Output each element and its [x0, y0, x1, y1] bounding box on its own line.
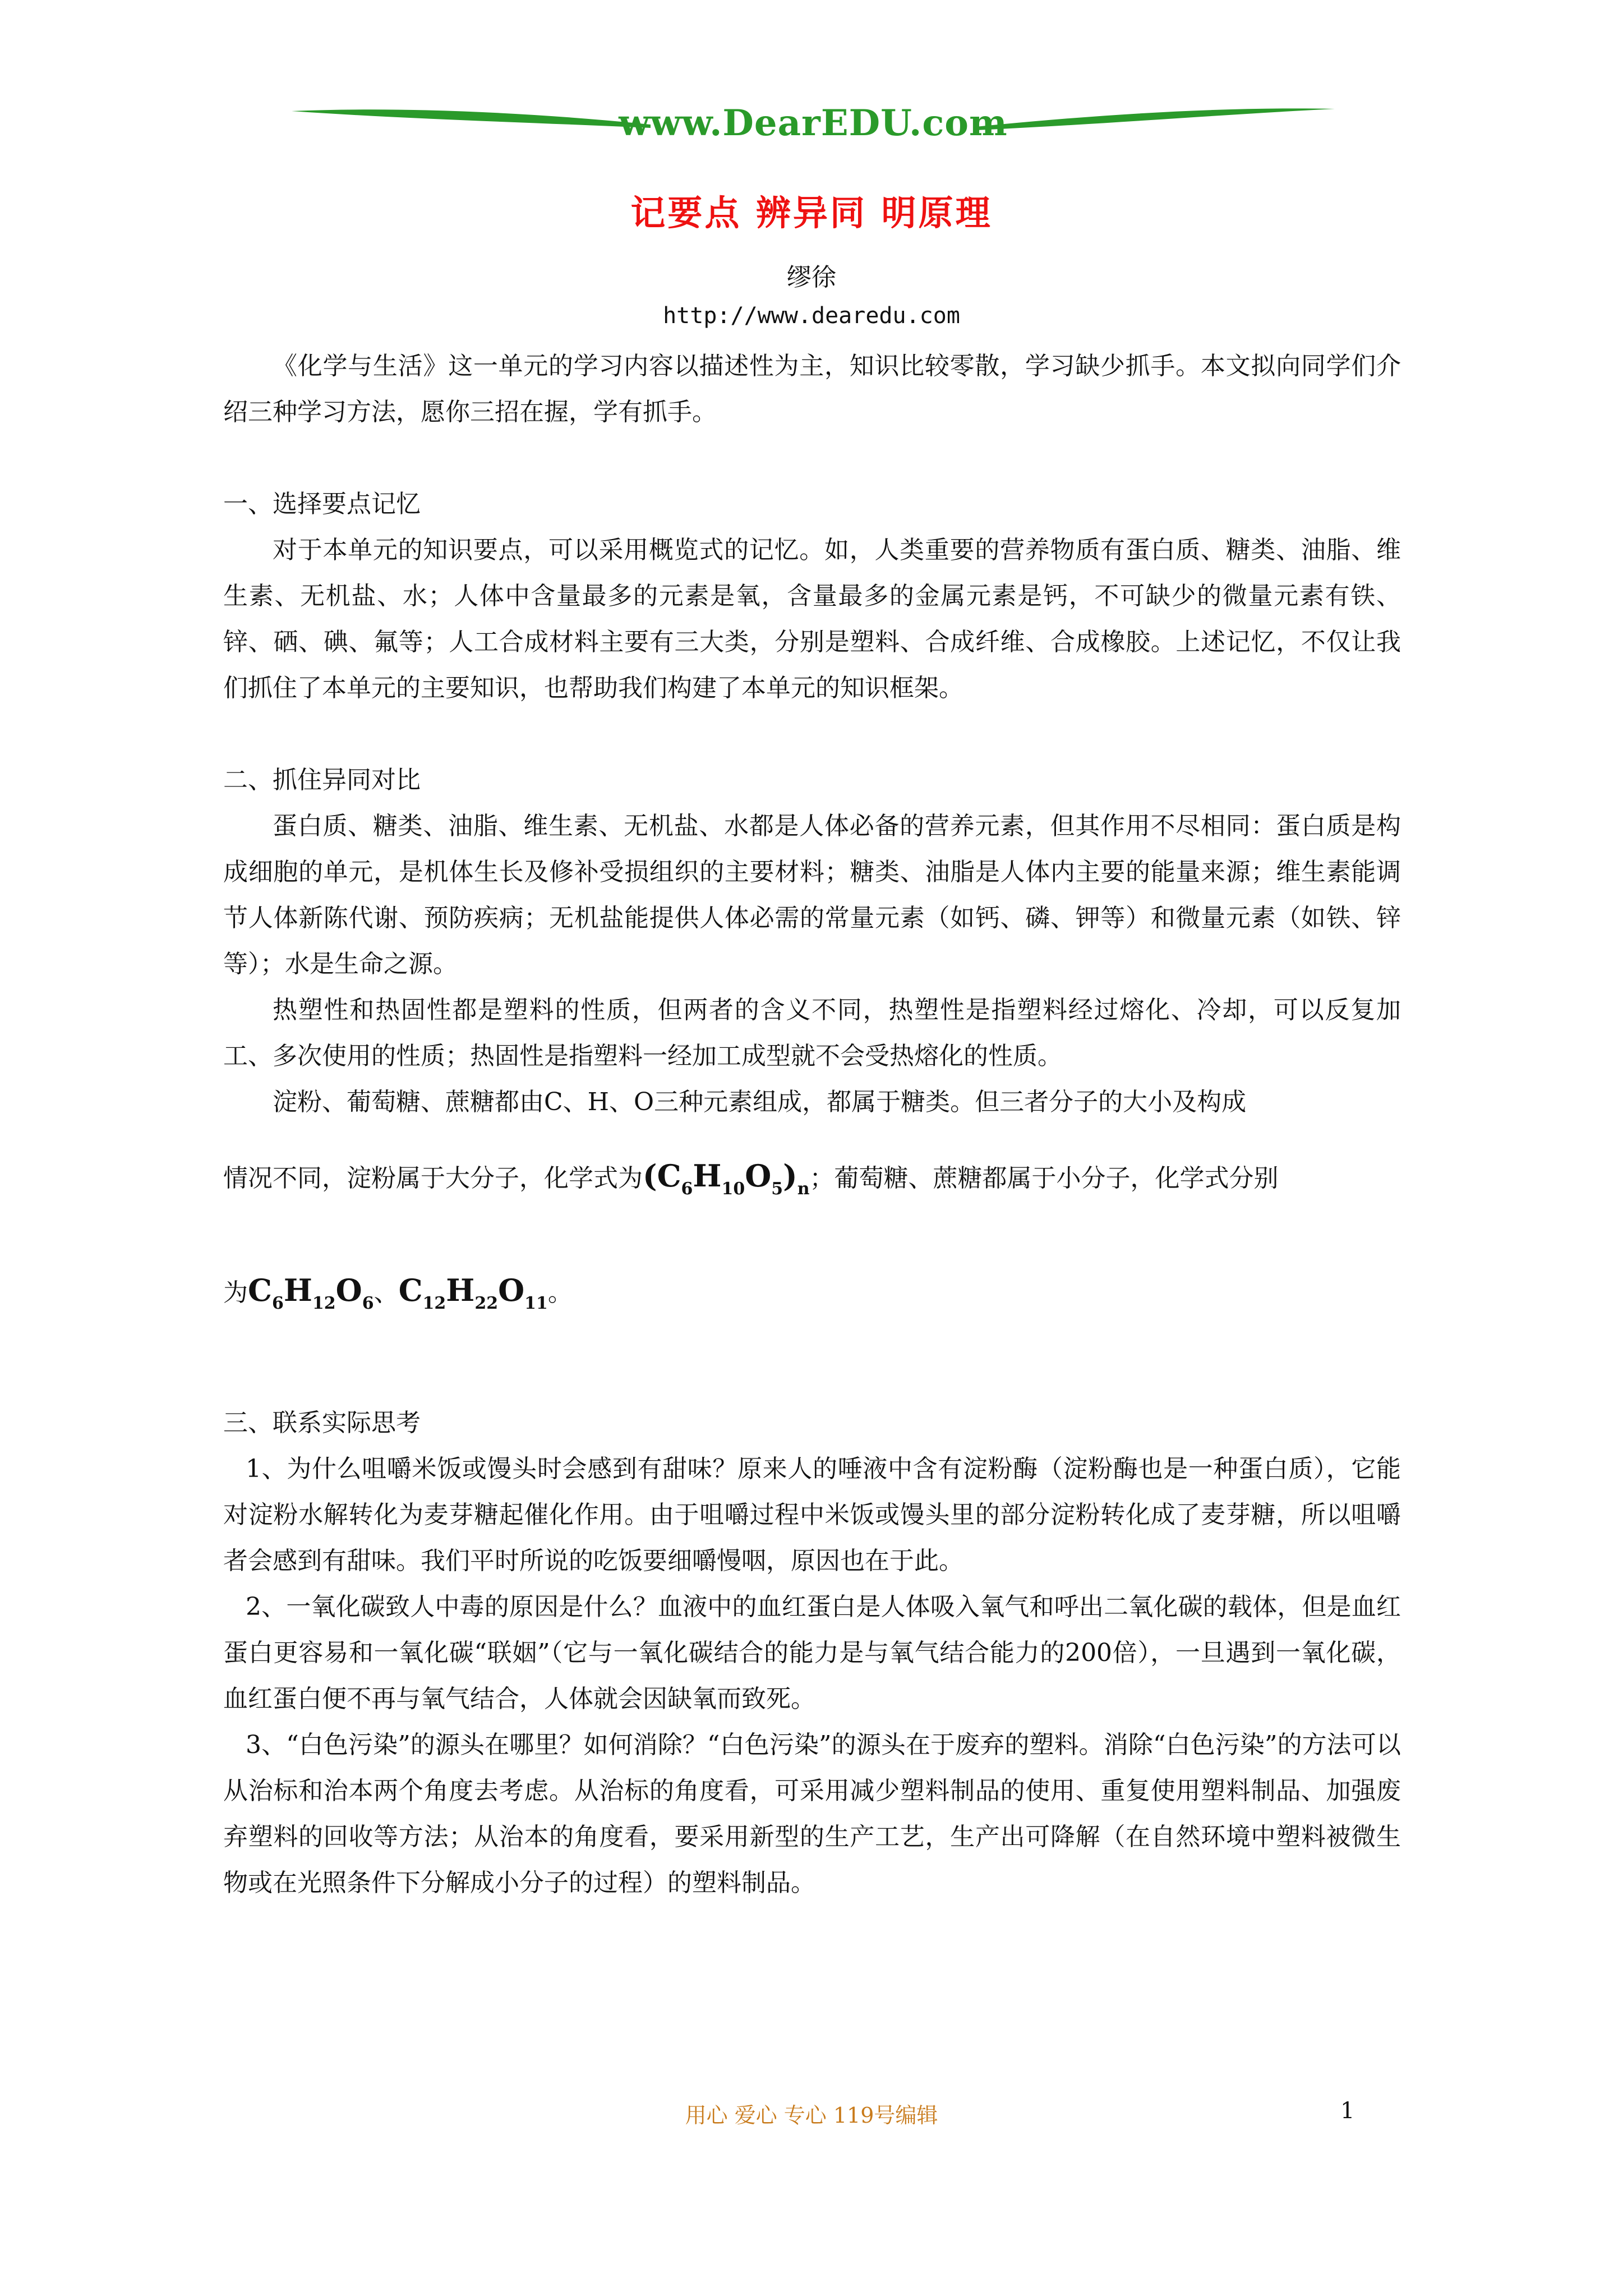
- site-logo-text[interactable]: www.DearEDU.com: [619, 102, 1008, 144]
- section3-question-2: 2、一氧化碳致人中毒的原因是什么？血液中的血红蛋白是人体吸入氧气和呼出二氧化碳的载体，但是血红蛋白更容易和一氧化碳“联姻”（它与一氧化碳结合的能力是与氧气结合能力的200倍），一旦遇到一氧化碳，血红蛋白便不再与氧气结合，人体就会因缺氧而致死。: [223, 1593, 1401, 1713]
- spacer: [223, 435, 1401, 481]
- text-run: 。: [547, 1278, 573, 1307]
- text-run: 为: [223, 1278, 248, 1307]
- starch-formula: $(C_6H_{10}O_5)_n$: [643, 1158, 810, 1199]
- section3-heading: 三、联系实际思考: [223, 1409, 421, 1437]
- section2-paragraph-3c: [223, 1240, 1401, 1354]
- section2-paragraph-3a: 淀粉、葡萄糖、蔗糖都由C、H、O三种元素组成，都属于糖类。但三者分子的大小及构成: [273, 1088, 1247, 1116]
- spacer: [223, 1354, 1401, 1400]
- section1-body: 对于本单元的知识要点，可以采用概览式的记忆。如，人类重要的营养物质有蛋白质、糖类、油脂、维生素、无机盐、水；人体中含量最多的元素是氧，含量最多的金属元素是钙，不可缺少的微量元素有铁、锌、硒、碘、氟等；人工合成材料主要有三大类，分别是塑料、合成纤维、合成橡胶。上述记忆，不仅让我们抓住了本单元的主要知识，也帮助我们构建了本单元的知识框架。: [223, 536, 1401, 702]
- site-header-banner: [292, 90, 1335, 151]
- article-author: 缪徐: [787, 263, 836, 292]
- section3-question-3: 3、“白色污染”的源头在哪里？如何消除？“白色污染”的源头在于废弃的塑料。消除“白色污染”的方法可以从治标和治本两个角度去考虑。从治标的角度看，可采用减少塑料制品的使用、重复使用塑料制品、加强废弃塑料的回收等方法；从治本的角度看，要采用新型的生产工艺，生产出可降解（在自然环境中塑料被微生物或在光照条件下分解成小分子的过程）的塑料制品。: [223, 1731, 1401, 1897]
- article-title: 记要点 辨异同 明原理: [630, 192, 993, 233]
- text-run: ；葡萄糖、蔗糖都属于小分子，化学式分别: [809, 1164, 1279, 1193]
- spacer: [223, 711, 1401, 757]
- section2-paragraph-2: 热塑性和热固性都是塑料的性质，但两者的含义不同，热塑性是指塑料经过熔化、冷却，可以反复加工、多次使用的性质；热固性是指塑料一经加工成型就不会受热熔化的性质。: [223, 996, 1401, 1070]
- page-number: 1: [1340, 2098, 1355, 2124]
- section2-heading: 二、抓住异同对比: [223, 766, 421, 794]
- article-source-url[interactable]: http://www.dearedu.com: [663, 303, 960, 329]
- intro-paragraph: 《化学与生活》这一单元的学习内容以描述性为主，知识比较零散，学习缺少抓手。本文拟向同学们介绍三种学习方法，愿你三招在握，学有抓手。: [223, 352, 1401, 426]
- section1-heading: 一、选择要点记忆: [223, 490, 421, 518]
- section2-paragraph-3b: [223, 1125, 1401, 1240]
- section2-paragraph-1: 蛋白质、糖类、油脂、维生素、无机盐、水都是人体必备的营养元素，但其作用不尽相同：蛋白质是构成细胞的单元，是机体生长及修补受损组织的主要材料；糖类、油脂是人体内主要的能量来源；维生素能调节人体新陈代谢、预防疾病；无机盐能提供人体必需的常量元素（如钙、磷、钾等）和微量元素（如铁、锌等）；水是生命之源。: [223, 812, 1401, 978]
- separator: 、: [374, 1278, 399, 1307]
- text-run: 情况不同，淀粉属于大分子，化学式为: [223, 1164, 643, 1193]
- page-footer: 用心 爱心 专心 119号编辑: [685, 2103, 938, 2128]
- article-body: [223, 343, 1401, 1906]
- sucrose-formula: $C_{12}H_{22}O_{11}$: [398, 1272, 548, 1313]
- section3-question-1: 1、为什么咀嚼米饭或馒头时会感到有甜味？原来人的唾液中含有淀粉酶（淀粉酶也是一种蛋白质），它能对淀粉水解转化为麦芽糖起催化作用。由于咀嚼过程中米饭或馒头里的部分淀粉转化成了麦芽糖，所以咀嚼者会感到有甜味。我们平时所说的吃饭要细嚼慢咽，原因也在于此。: [223, 1455, 1401, 1575]
- glucose-formula: $C_6H_{12}O_6$: [248, 1272, 374, 1313]
